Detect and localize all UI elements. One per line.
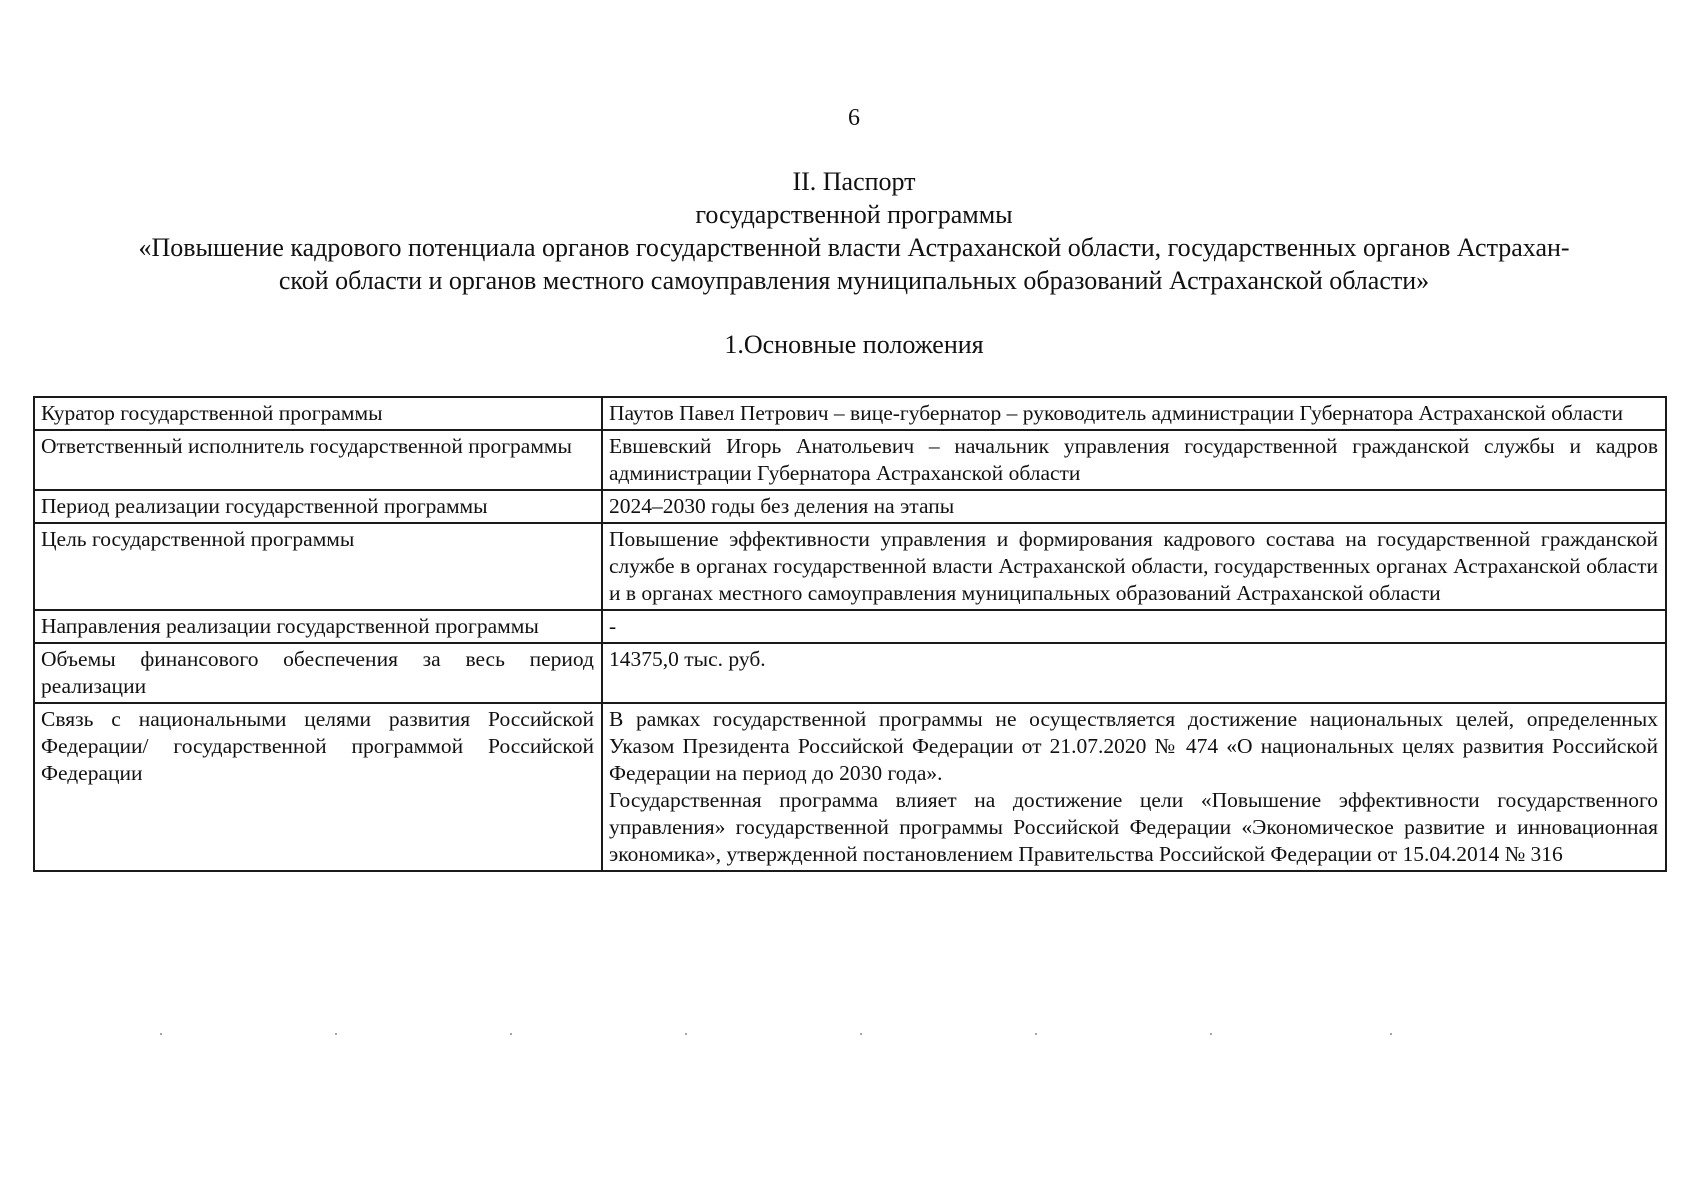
passport-table: [33, 396, 1667, 872]
row-value: Паутов Павел Петрович – вице-губернатор – руководитель администрации Губернатора Астраханской области: [602, 397, 1666, 430]
table-row: [34, 490, 1666, 523]
row-label: Объемы финансового обеспечения за весь период реализации: [34, 643, 602, 703]
row-value: Евшевский Игорь Анатольевич – начальник управления государственной гражданской службы и кадров администрации Губернатора Астраханской области: [602, 430, 1666, 490]
row-label: Куратор государственной программы: [34, 397, 602, 430]
scan-artifact-dots: [160, 1033, 1410, 1037]
row-label: Ответственный исполнитель государственной программы: [34, 430, 602, 490]
document-heading: [50, 165, 1658, 297]
row-label: Связь с национальными целями развития Российской Федерации/ государственной программой Российской Федерации: [34, 703, 602, 871]
row-value: 14375,0 тыс. руб.: [602, 643, 1666, 703]
heading-line-2: государственной программы: [695, 200, 1013, 229]
row-label: Цель государственной программы: [34, 523, 602, 610]
row-value: -: [602, 610, 1666, 643]
table-row: [34, 643, 1666, 703]
table-row: [34, 523, 1666, 610]
heading-line-4: ской области и органов местного самоуправления муниципальных образований Астраханской области»: [278, 266, 1430, 295]
table-row: [34, 610, 1666, 643]
row-label: Период реализации государственной программы: [34, 490, 602, 523]
row-value: 2024–2030 годы без деления на этапы: [602, 490, 1666, 523]
row-value: [602, 703, 1666, 871]
heading-line-1: II. Паспорт: [792, 167, 916, 196]
row-value-paragraph-2: Государственная программа влияет на достижение цели «Повышение эффективности государственного управления» государственной программы Российской Федерации «Экономическое развитие и инновационная экономика», утвержденной постановлением Правительства Российской Федерации от 15.04.2014 № 316: [609, 788, 1658, 866]
table-row: [34, 397, 1666, 430]
table-row: [34, 703, 1666, 871]
table-row: [34, 430, 1666, 490]
page-number: 6: [848, 105, 860, 131]
row-value: Повышение эффективности управления и формирования кадрового состава на государственной гражданской службе в органах государственной власти Астраханской области, государственных органах Астраханской области и в органах местного самоуправления муниципальных образований Астраханской области: [602, 523, 1666, 610]
row-value-paragraph-1: В рамках государственной программы не осуществляется достижение национальных целей, определенных Указом Президента Российской Федерации от 21.07.2020 № 474 «О национальных целях развития Российской Федерации на период до 2030 года».: [609, 707, 1658, 785]
heading-line-3: «Повышение кадрового потенциала органов государственной власти Астраханской области, государственных органов Астрахан-: [138, 233, 1570, 262]
section-title: 1.Основные положения: [724, 330, 984, 359]
row-label: Направления реализации государственной программы: [34, 610, 602, 643]
